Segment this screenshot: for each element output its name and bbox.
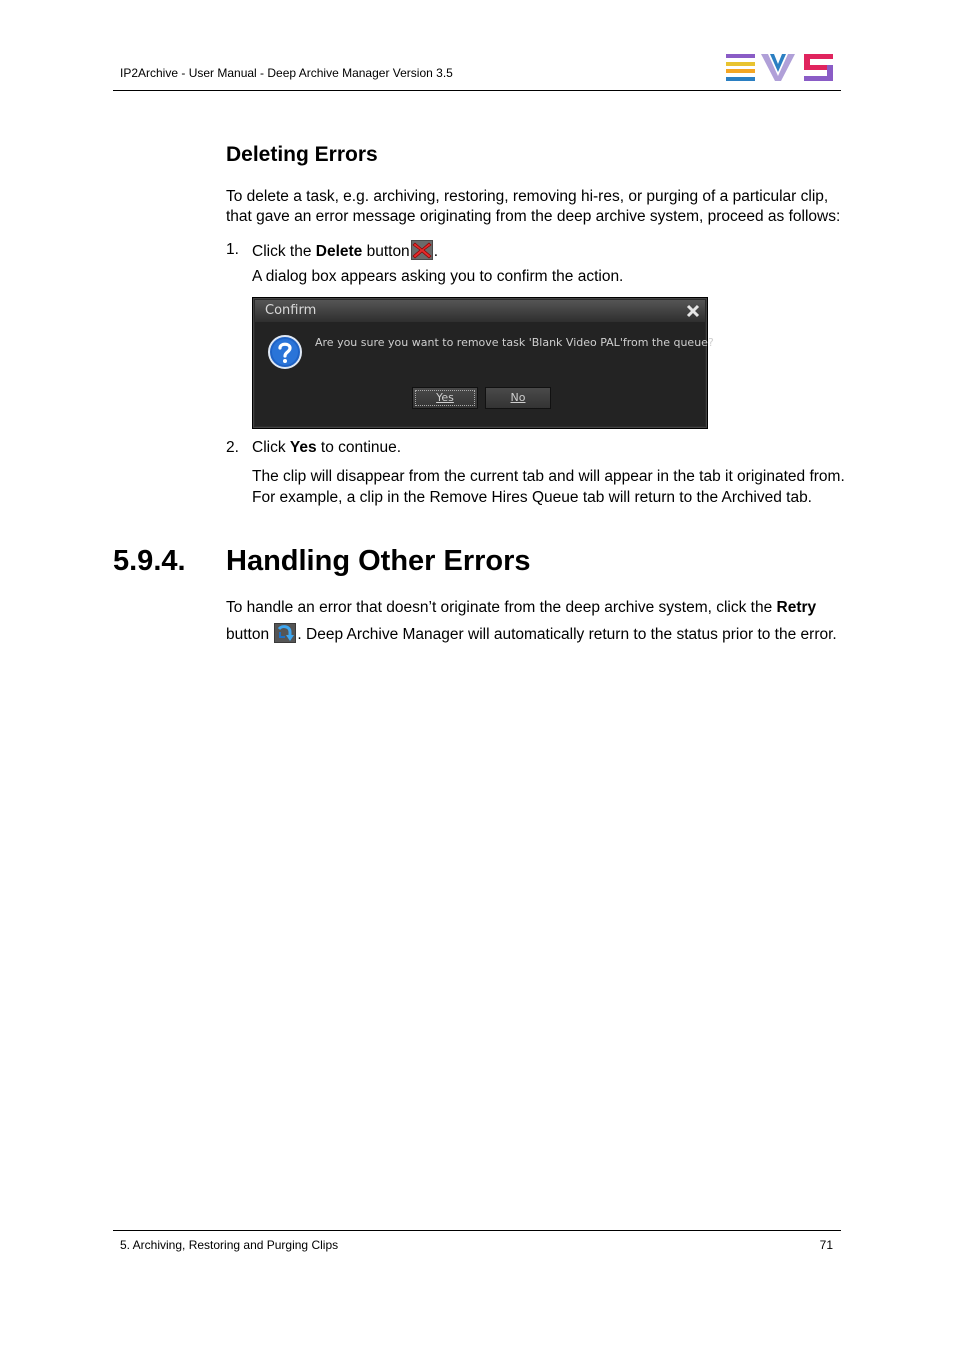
other-errors-line-2 bbox=[226, 623, 837, 645]
step-2-result-line-1: The clip will disappear from the current tab and will appear in the tab it originated from. bbox=[252, 468, 845, 485]
footer-section-title: 5. Archiving, Restoring and Purging Clips bbox=[120, 1238, 339, 1252]
section-title: Handling Other Errors bbox=[226, 545, 531, 577]
step-1-result: A dialog box appears asking you to confirm the action. bbox=[252, 268, 624, 285]
section-number: 5.9.4. bbox=[113, 545, 186, 577]
retry-bold: Retry bbox=[776, 599, 817, 616]
header-rule bbox=[113, 90, 841, 91]
retry-arrow-icon bbox=[274, 623, 296, 643]
dialog-message: Are you sure you want to remove task 'Blank Video PAL'from the queue? bbox=[315, 336, 714, 349]
step-2-bold: Yes bbox=[289, 439, 317, 456]
question-icon bbox=[267, 334, 303, 370]
step-1-bold: Delete bbox=[315, 243, 363, 260]
step-2-text bbox=[252, 438, 401, 458]
confirm-dialog bbox=[252, 297, 714, 429]
step-1-text bbox=[252, 240, 438, 262]
other-errors-line-2-suffix: . Deep Archive Manager will automatically return to the status prior to the error. bbox=[297, 626, 837, 643]
close-icon[interactable] bbox=[685, 303, 701, 319]
footer-rule bbox=[113, 1230, 841, 1231]
document-header-title: IP2Archive - User Manual - Deep Archive Manager Version 3.5 bbox=[120, 66, 453, 80]
dialog-body bbox=[255, 322, 714, 426]
dialog-title: Confirm bbox=[265, 303, 317, 318]
no-button[interactable]: No bbox=[485, 387, 551, 409]
dialog-titlebar bbox=[255, 300, 705, 322]
step-2-result-line-2: For example, a clip in the Remove Hires Queue tab will return to the Archived tab. bbox=[252, 489, 812, 506]
intro-line-2: that gave an error message originating from the deep archive system, proceed as follows: bbox=[226, 208, 841, 225]
delete-red-x-icon bbox=[411, 240, 433, 260]
step-2-prefix: Click bbox=[252, 439, 290, 456]
step-1-number: 1. bbox=[226, 241, 239, 258]
step-1-end: . bbox=[433, 243, 438, 260]
step-2-number: 2. bbox=[226, 439, 239, 456]
page-number: 71 bbox=[819, 1238, 833, 1252]
heading-deleting-errors: Deleting Errors bbox=[226, 143, 378, 166]
step-1-prefix: Click the bbox=[252, 243, 316, 260]
step-1-suffix: button bbox=[362, 243, 410, 260]
evs-logo bbox=[726, 54, 834, 82]
other-errors-line-1-prefix: To handle an error that doesn’t originate from the deep archive system, click the bbox=[226, 599, 777, 616]
yes-button[interactable]: Yes bbox=[412, 387, 478, 409]
step-2-suffix: to continue. bbox=[316, 439, 402, 456]
other-errors-line-2-prefix: button bbox=[226, 626, 274, 643]
other-errors-line-1 bbox=[226, 598, 816, 618]
intro-line-1: To delete a task, e.g. archiving, restoring, removing hi-res, or purging of a particular clip, bbox=[226, 188, 829, 205]
